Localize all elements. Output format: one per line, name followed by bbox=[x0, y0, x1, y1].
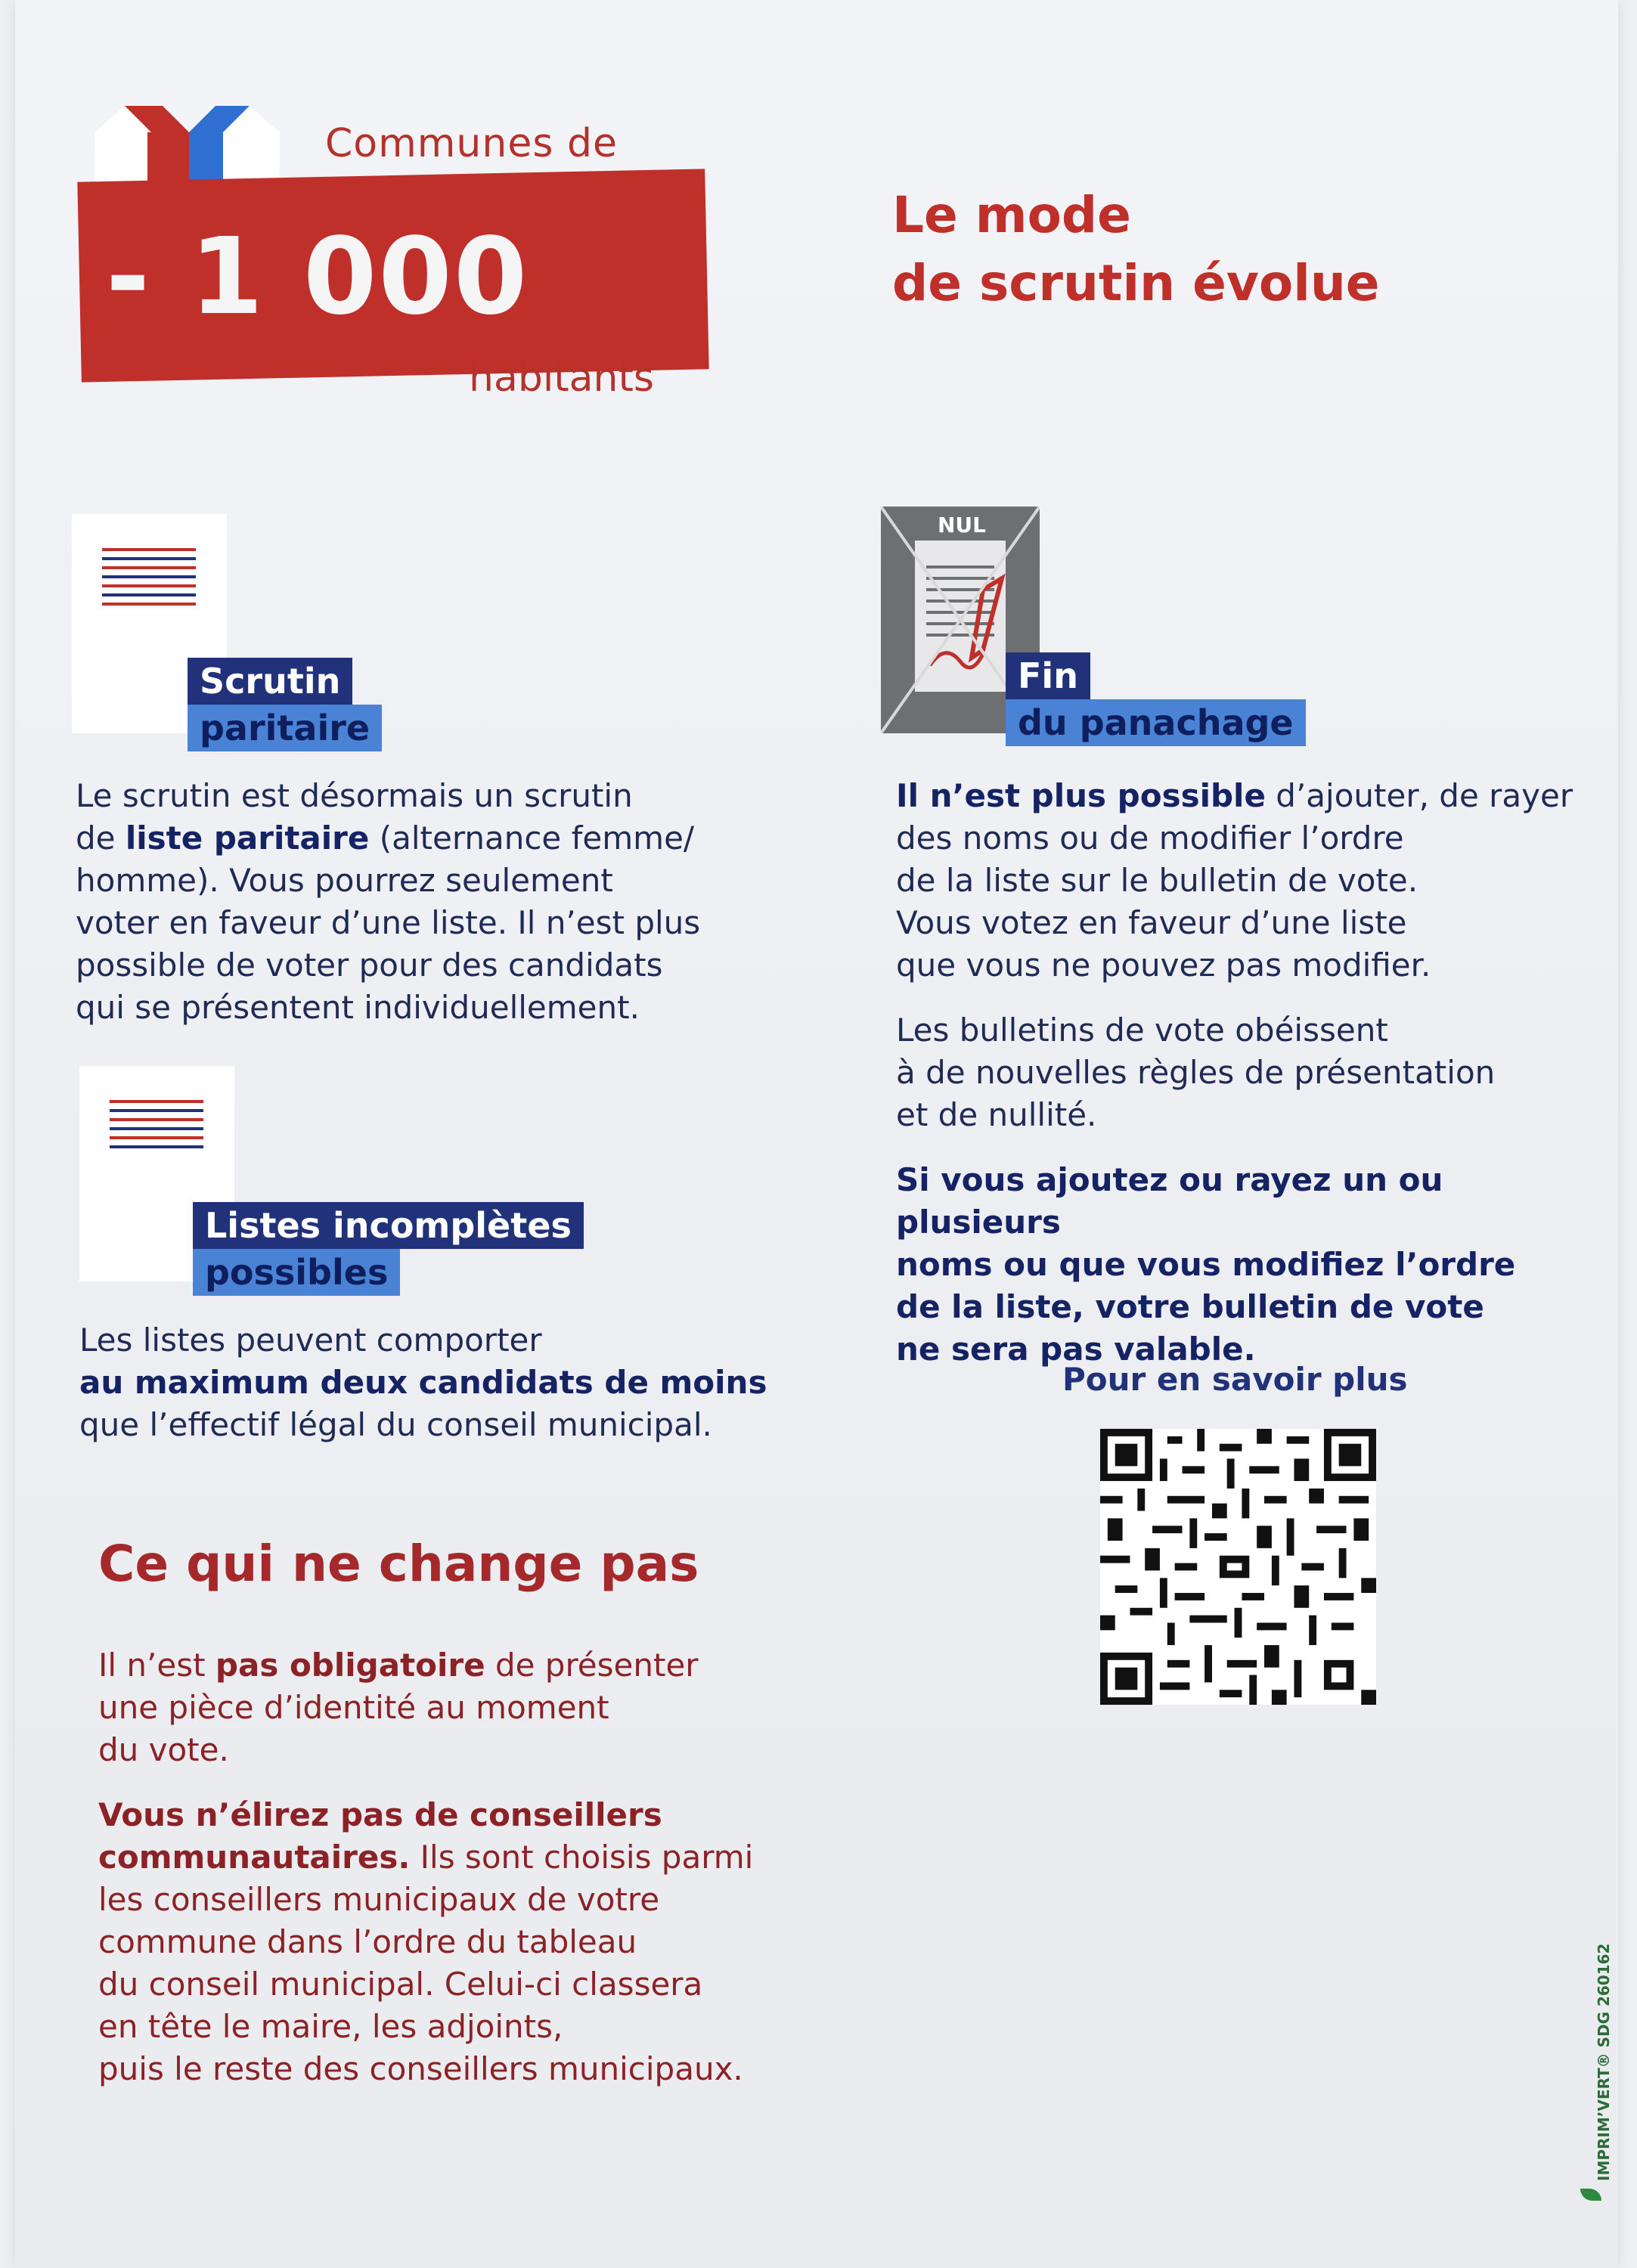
scrutin-label: Scrutin bbox=[188, 658, 352, 705]
fin-label: Fin bbox=[1006, 652, 1090, 699]
text-bold: communautaires. bbox=[98, 1839, 411, 1876]
text-line: homme). Vous pourrez seulement bbox=[76, 862, 613, 899]
text-line: Les bulletins de vote obéissent bbox=[896, 1012, 1388, 1049]
fin-panachage-text bbox=[896, 775, 1577, 1371]
possibles-label: possibles bbox=[193, 1249, 400, 1296]
nul-text: NUL bbox=[938, 513, 987, 538]
text-line: du conseil municipal. Celui-ci classera bbox=[98, 1966, 703, 2003]
text-line: Les listes peuvent comporter bbox=[79, 1321, 542, 1359]
text-line: en tête le maire, les adjoints, bbox=[98, 2008, 563, 2045]
leaf-icon bbox=[1580, 2189, 1601, 2201]
text-line: Vous votez en faveur d’une liste bbox=[896, 904, 1407, 941]
text-span: Ils sont choisis parmi bbox=[410, 1839, 754, 1876]
text-line: Le scrutin est désormais un scrutin bbox=[76, 777, 633, 814]
text-span: Il n’est bbox=[98, 1647, 215, 1684]
text-line bbox=[896, 1286, 1577, 1328]
text-line: puis le reste des conseillers municipaux. bbox=[98, 2050, 743, 2087]
paritaire-label: paritaire bbox=[188, 705, 382, 751]
text-line bbox=[98, 1644, 817, 1687]
text-line: qui se présentent individuellement. bbox=[76, 989, 640, 1026]
text-line: à de nouvelles règles de présentation bbox=[896, 1054, 1496, 1091]
text-line bbox=[79, 1362, 798, 1404]
text-line: du vote. bbox=[98, 1731, 229, 1768]
text-line bbox=[98, 1836, 817, 1879]
paragraph-gap bbox=[896, 1136, 1577, 1159]
paragraph-gap bbox=[98, 1771, 817, 1794]
text-line: les conseillers municipaux de votre bbox=[98, 1881, 660, 1918]
title-line-2: de scrutin évolue bbox=[892, 254, 1380, 312]
text-span: d’ajouter, de rayer bbox=[1265, 777, 1573, 814]
text-line bbox=[896, 1159, 1577, 1244]
text-bold: ne sera pas valable. bbox=[896, 1331, 1256, 1368]
text-line bbox=[98, 1794, 817, 1836]
text-line: que vous ne pouvez pas modifier. bbox=[896, 947, 1431, 984]
text-bold: pas obligatoire bbox=[215, 1647, 485, 1684]
text-line: voter en faveur d’une liste. Il n’est plus bbox=[76, 904, 701, 941]
ne-change-pas-text bbox=[98, 1644, 817, 2090]
text-line bbox=[896, 1244, 1577, 1286]
scrutin-paritaire-text bbox=[76, 775, 756, 1029]
text-bold: liste paritaire bbox=[125, 820, 370, 857]
section-heading: Ce qui ne change pas bbox=[98, 1535, 699, 1593]
qr-code-icon[interactable] bbox=[1100, 1429, 1376, 1705]
flyer-page bbox=[15, 0, 1618, 2268]
text-bold: Si vous ajoutez ou rayez un ou plusieurs bbox=[896, 1161, 1443, 1241]
text-bold: noms ou que vous modifiez l’ordre bbox=[896, 1246, 1516, 1283]
text-line: des noms ou de modifier l’ordre bbox=[896, 820, 1404, 857]
panachage-label: du panachage bbox=[1006, 699, 1306, 746]
listes-incompletes-text bbox=[79, 1319, 798, 1446]
text-span: (alternance femme/ bbox=[369, 820, 695, 857]
print-code-text: IMPRIM’VERT® SDG 260162 bbox=[1595, 1943, 1613, 2181]
text-span: de bbox=[76, 820, 126, 857]
text-bold: Il n’est plus possible bbox=[896, 777, 1266, 814]
text-bold: Vous n’élirez pas de conseillers bbox=[98, 1796, 662, 1833]
listes-incompletes-label: Listes incomplètes bbox=[193, 1202, 584, 1249]
text-line bbox=[76, 817, 756, 860]
text-line: une pièce d’identité au moment bbox=[98, 1689, 609, 1726]
inhabitants-label: habitants bbox=[469, 355, 654, 401]
page-title bbox=[892, 181, 1542, 318]
more-info-label: Pour en savoir plus bbox=[1062, 1361, 1408, 1398]
threshold-number: - 1 000 bbox=[106, 215, 529, 339]
communes-label: Communes de bbox=[325, 121, 618, 166]
text-line bbox=[896, 775, 1577, 817]
print-code bbox=[1588, 1935, 1618, 2185]
paragraph-gap bbox=[896, 987, 1577, 1009]
text-bold: de la liste, votre bulletin de vote bbox=[896, 1288, 1484, 1325]
text-line: possible de voter pour des candidats bbox=[76, 947, 663, 984]
text-line: que l’effectif légal du conseil municipal. bbox=[79, 1406, 712, 1443]
text-bold: au maximum deux candidats de moins bbox=[79, 1364, 767, 1401]
text-line: et de nullité. bbox=[896, 1096, 1097, 1133]
title-line-1: Le mode bbox=[892, 186, 1131, 244]
text-line: de la liste sur le bulletin de vote. bbox=[896, 862, 1418, 899]
text-line: commune dans l’ordre du tableau bbox=[98, 1923, 637, 1960]
text-span: de présenter bbox=[485, 1647, 699, 1684]
